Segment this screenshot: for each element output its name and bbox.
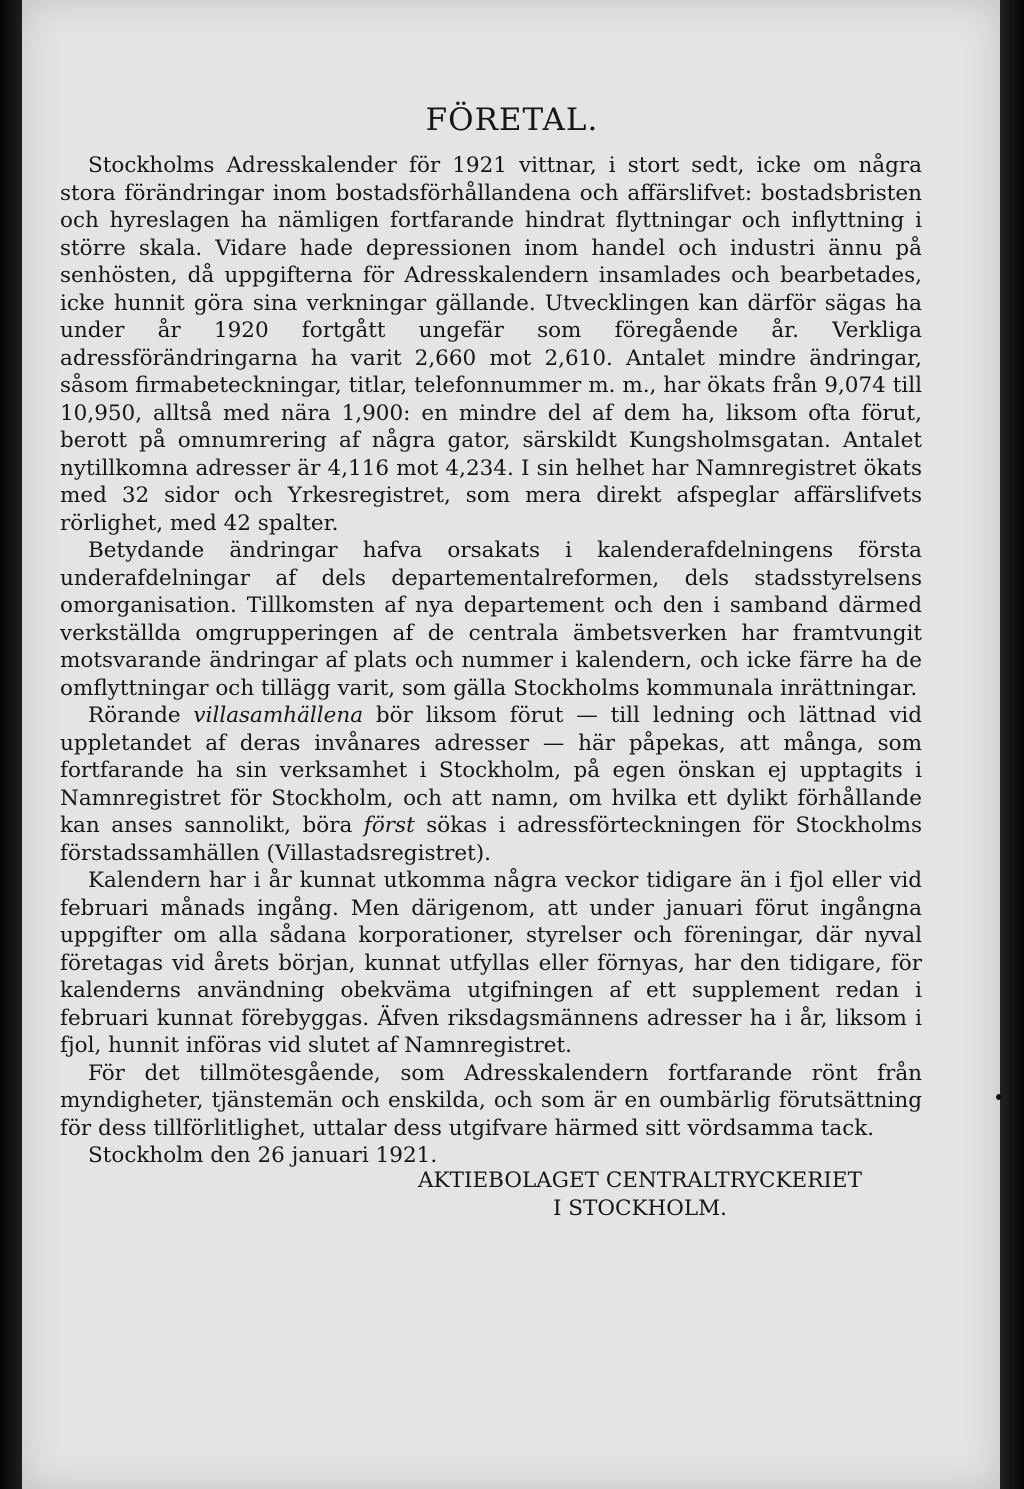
paragraph-3-emphasis-villasamhallena: villasamhällena xyxy=(193,703,364,728)
page-title: FÖRETAL. xyxy=(425,102,599,138)
date-line: Stockholm den 26 januari 1921. xyxy=(88,1143,438,1168)
paragraph-5: För det tillmötesgående, som Adresskalendern fortfarande rönt från myndigheter, tjänstemän och enskilda, och som är en oumbärlig förutsättning för dess tillförlitlighet, uttalar dess utgifvare härmed sitt vördsamma tack. xyxy=(60,1060,922,1141)
paragraph-3-emphasis-forst: först xyxy=(363,813,415,838)
paragraph-1: Stockholms Adresskalender för 1921 vittnar, i stort sedt, icke om några stora förändringar inom bostadsförhållandena och affärslifvet: bostadsbristen och hyreslagen ha nämligen fortfarande hindrat flyttningar och inflyttning i större skala. Vidare hade depressionen inom handel och industri ännu på senhösten, då uppgifterna för Adresskalendern insamlades och bearbetades, icke hunnit göra sina verkningar gällande. Utvecklingen kan därför sägas ha under år 1920 fortgått ungefär som föregående år. Verkliga adressförändringarna ha varit 2,660 mot 2,610. Antalet mindre ändringar, såsom firmabeteckningar, titlar, telefonnummer m. m., har ökats från 9,074 till 10,950, alltså med nära 1,900: en mindre del af dem ha, liksom ofta förut, berott på omnumrering af några gator, särskildt Kungsholmsgatan. Antalet nytillkomna adresser är 4,116 mot 4,234. I sin helhet har Namnregistret ökats med 32 sidor och Yrkesregistret, som mera direkt afspeglar affärslifvets rörlighet, med 42 spalter. xyxy=(60,153,922,536)
paragraph-3-text-b: bör liksom förut — till ledning och lättnad vid uppletandet af deras invånares adresser — här påpekas, att många, som fortfarande ha sin verksamhet i Stockholm, på egen önskan ej upptagits i Namnregistret för Stockholm, och att namn, om hvilka ett dylikt förhållande kan anses sannolikt, böra xyxy=(60,703,922,838)
paragraph-2: Betydande ändringar hafva orsakats i kalenderafdelningens första underafdelningar af dels departementalreformen, dels stadsstyrelsens omorganisation. Tillkomsten af nya departement och den i samband därmed verkställda omgrupperingen af de centrala ämbetsverken har framtvungit motsvarande ändringar af plats och nummer i kalendern, och icke färre ha de omflyttningar och tillägg varit, som gälla Stockholms kommunala inrättningar. xyxy=(60,538,922,701)
paragraph-3 xyxy=(60,702,922,867)
signature-line-2: I STOCKHOLM. xyxy=(552,1196,728,1221)
scan-left-edge xyxy=(0,0,22,1489)
margin-speck xyxy=(996,1094,1002,1100)
signature-block xyxy=(360,1167,920,1223)
scan-right-edge xyxy=(1000,0,1024,1489)
paragraph-3-text-a: Rörande xyxy=(88,703,194,728)
paragraph-3-text-c: sökas i adressförteckningen för Stockholms förstadssamhällen (Villastadsregistret). xyxy=(60,813,922,866)
signature-line-1: AKTIEBOLAGET CENTRALTRYCKERIET xyxy=(418,1168,862,1193)
paragraph-4: Kalendern har i år kunnat utkomma några veckor tidigare än i fjol eller vid februari månads ingång. Men därigenom, att under januari förut ingångna uppgifter om alla sådana korporationer, styrelser och föreningar, där nyval företagas vid årets början, kunnat utfyllas eller förnyas, har den tidigare, för kalenderns användning obekväma utgifningen af ett supplement redan i februari kunnat förebyggas. Äfven riksdagsmännens adresser ha i år, liksom i fjol, hunnit införas vid slutet af Namnregistret. xyxy=(60,868,922,1058)
document-body xyxy=(60,152,922,1170)
